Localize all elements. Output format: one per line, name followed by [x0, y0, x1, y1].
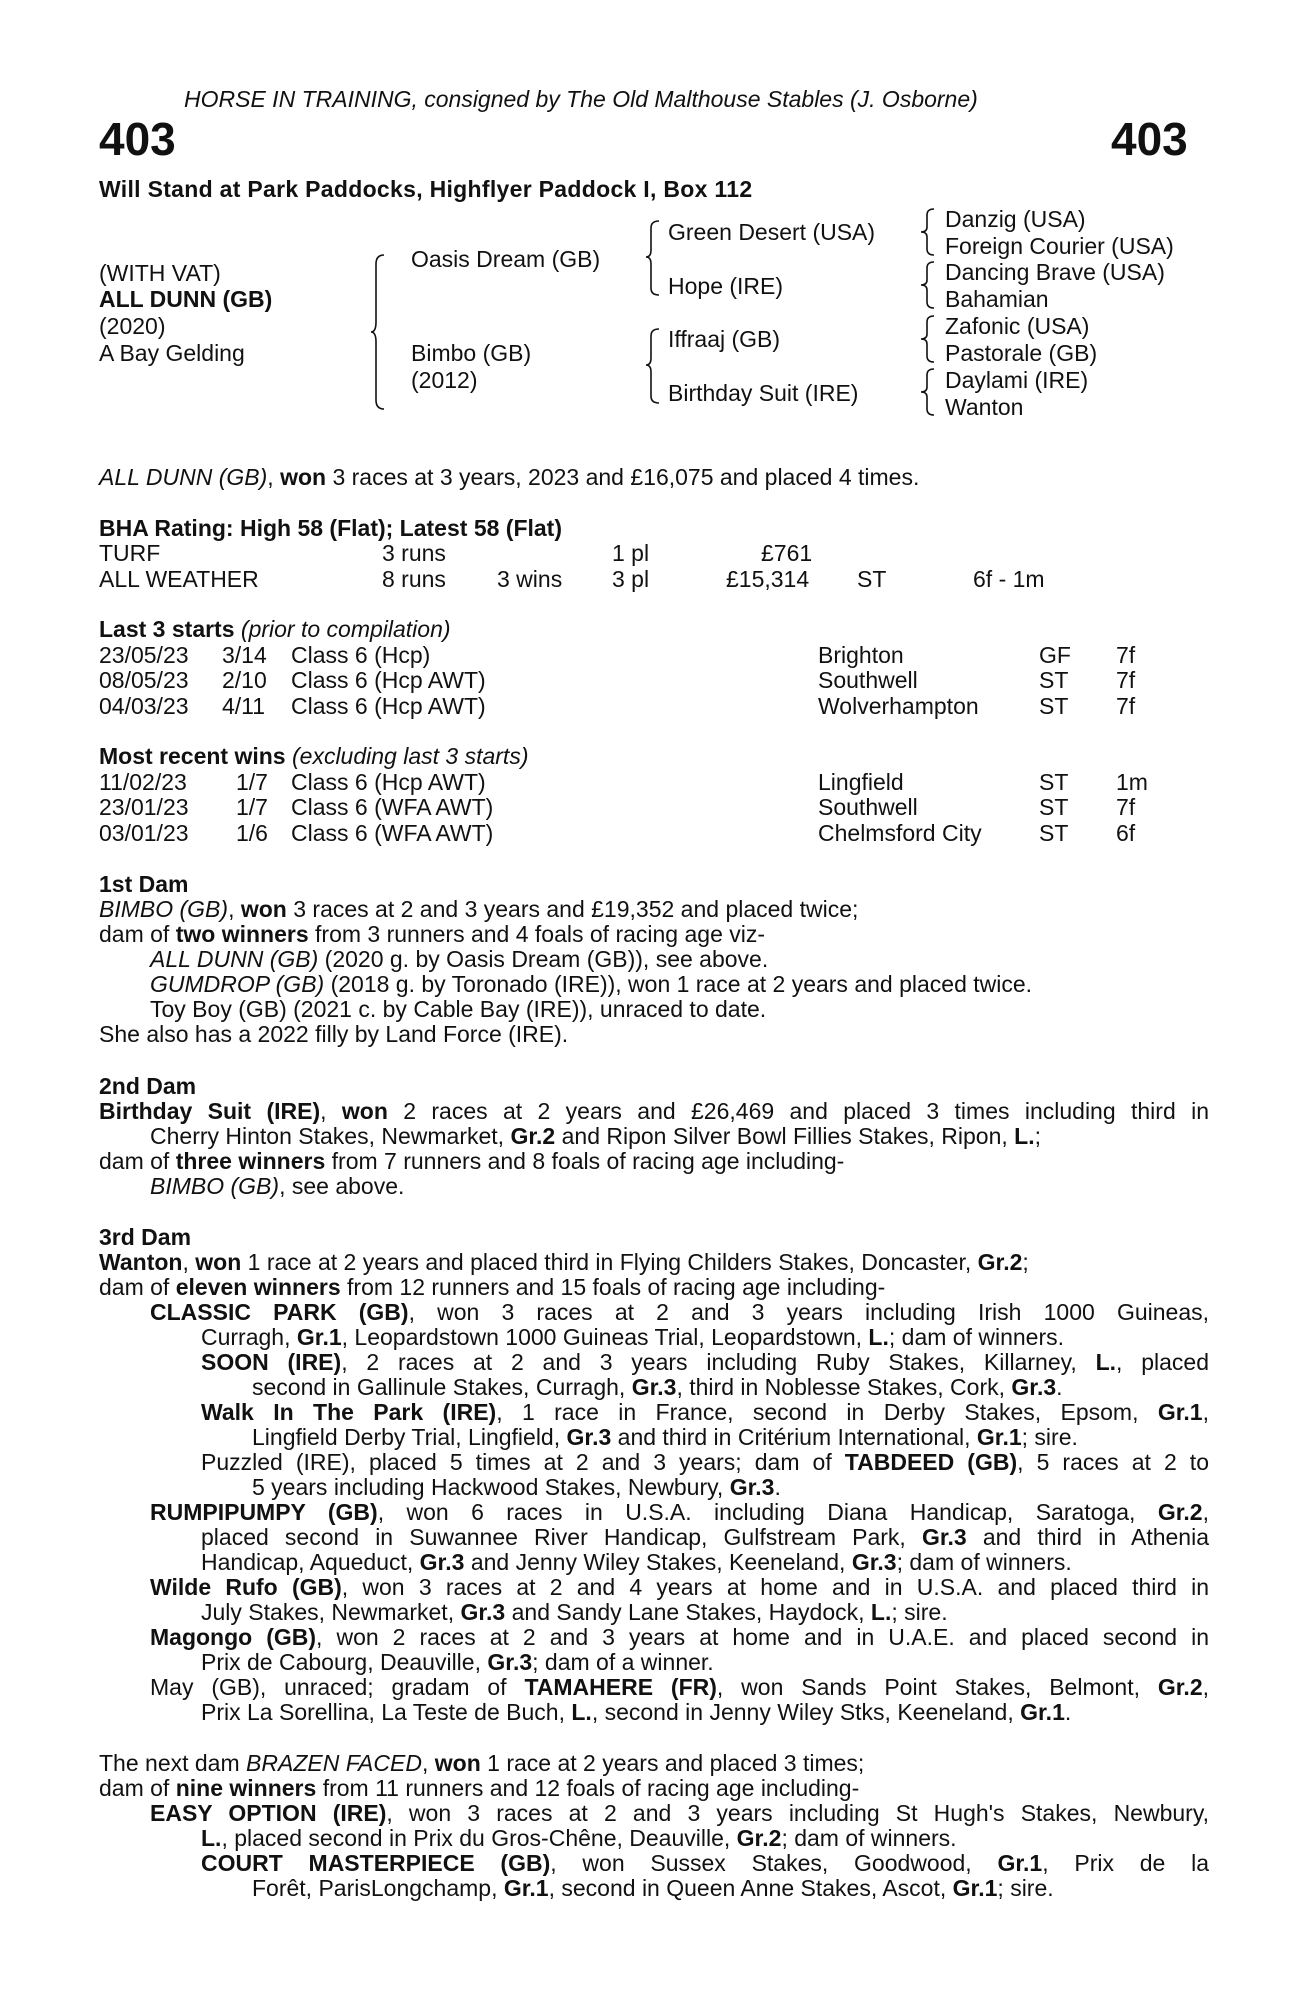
third-dam-produce-line	[99, 1275, 1209, 1301]
produce-2022-filly: She also has a 2022 filly by Land Force (IRE).	[99, 1021, 569, 1047]
rumpipumpy-line-3	[201, 1550, 1209, 1576]
produce-may	[150, 1675, 1209, 1701]
rating-surface: ALL WEATHER	[99, 566, 259, 592]
rp3-a: Handicap, Aqueduct,	[201, 1549, 420, 1575]
wr1-a: , won 3 races at 2 and 4 years at home and in U.S.A. and placed third in	[341, 1574, 1209, 1600]
second-dam-produce-line	[99, 1149, 1209, 1175]
cp2-c: ; dam of winners.	[888, 1324, 1065, 1350]
wp2-gr2: Gr.1	[976, 1424, 1022, 1450]
first-dam-produce-line	[99, 922, 1209, 948]
wp2-b: and third in Critérium International,	[611, 1424, 977, 1450]
rating-wins: 3 wins	[497, 566, 563, 592]
td-l1-gr: Gr.2	[977, 1249, 1023, 1275]
rp2-gr: Gr.3	[921, 1524, 967, 1550]
mg2-b: ; dam of a winner.	[532, 1649, 714, 1675]
my1-a: May (GB), unraced; gradam of	[150, 1674, 525, 1700]
pedigree-sds: Dancing Brave (USA)	[945, 259, 1165, 285]
rp3-c: ; dam of winners.	[896, 1549, 1072, 1575]
wr2-a: July Stakes, Newmarket,	[201, 1599, 461, 1625]
cm1-gr: Gr.1	[997, 1850, 1043, 1876]
pedigree-bracket-ss	[920, 208, 940, 256]
sd-l4-rest: , see above.	[279, 1173, 405, 1199]
my2-a: Prix La Sorellina, La Teste de Buch,	[201, 1699, 572, 1725]
so2-a: second in Gallinule Stakes, Curragh,	[252, 1374, 632, 1400]
puzzled-line-2	[252, 1475, 1209, 1501]
sd-l4-name: BIMBO (GB)	[150, 1173, 280, 1199]
walk-in-the-park-line-2	[252, 1425, 1209, 1451]
pedigree-bracket-main	[370, 254, 392, 410]
cm2-gr2: Gr.1	[952, 1875, 998, 1901]
start-race: Class 6 (Hcp AWT)	[291, 693, 486, 719]
summary-name: ALL DUNN (GB)	[99, 464, 268, 490]
produce-name: ALL DUNN (GB)	[150, 946, 319, 972]
so2-b: , third in Noblesse Stakes, Cork,	[676, 1374, 1012, 1400]
vat-note: (WITH VAT)	[99, 260, 221, 286]
pz2-gr: Gr.3	[729, 1474, 775, 1500]
first-dam-won: won	[240, 896, 287, 922]
start-position: 4/11	[222, 693, 266, 719]
rp2-a: placed second in Suwannee River Handicap, Gulfstream Park,	[201, 1524, 922, 1550]
cm2-gr: Gr.1	[503, 1875, 549, 1901]
fd-l2-a: dam of	[99, 921, 176, 947]
nd-l2-b: nine winners	[175, 1775, 317, 1801]
wr2-c: ; sire.	[891, 1599, 948, 1625]
pz1-a: Puzzled (IRE), placed 5 times at 2 and 3 years; dam of	[201, 1449, 845, 1475]
first-dam-sep: ,	[228, 896, 241, 922]
start-date: 23/05/23	[99, 642, 189, 668]
horse-year: (2020)	[99, 313, 166, 339]
td-l2-a: dam of	[99, 1274, 176, 1300]
wr2-b: and Sandy Lane Stakes, Haydock,	[505, 1599, 871, 1625]
last-starts-heading	[99, 617, 1209, 643]
pedigree-bracket-dd	[920, 368, 940, 416]
mg1-a: , won 2 races at 2 and 3 years at home and in U.A.E. and placed second in	[316, 1624, 1210, 1650]
pedigree-bracket-dam	[645, 328, 667, 404]
pz2-b: .	[774, 1474, 781, 1500]
produce-rest: (2020 g. by Oasis Dream (GB)), see above.	[318, 946, 769, 972]
eo2-b: ; dam of winners.	[781, 1825, 957, 1851]
nd-l2-c: from 11 runners and 12 foals of racing age including-	[316, 1775, 860, 1801]
sd-l3-c: from 7 runners and 8 foals of racing age including-	[325, 1148, 845, 1174]
rating-surface: TURF	[99, 540, 161, 566]
pedigree-bracket-sire	[645, 220, 667, 296]
win-course: Chelmsford City	[818, 820, 982, 846]
produce-easy-option	[150, 1801, 1209, 1827]
pedigree-sire-dam: Hope (IRE)	[668, 273, 784, 299]
magongo-line-2	[201, 1650, 1209, 1676]
produce-wilde-rufo	[150, 1575, 1209, 1601]
first-dam-heading: 1st Dam	[99, 871, 189, 897]
win-distance: 6f	[1116, 820, 1136, 846]
eo2-l: L.	[201, 1825, 222, 1851]
cm2-a: Forêt, ParisLongchamp,	[252, 1875, 504, 1901]
td-l2-c: from 12 runners and 15 foals of racing age including-	[340, 1274, 886, 1300]
second-dam-name: Birthday Suit (IRE)	[99, 1098, 321, 1124]
second-dam-heading: 2nd Dam	[99, 1073, 197, 1099]
so1-l: L.	[1095, 1349, 1117, 1375]
produce-name: GUMDROP (GB)	[150, 971, 325, 997]
wr2-gr: Gr.3	[460, 1599, 506, 1625]
rating-placed: 1 pl	[612, 540, 650, 566]
wp1-a: , 1 race in France, second in Derby Stakes, Epsom,	[496, 1399, 1158, 1425]
start-position: 2/10	[222, 667, 267, 693]
next-dam-produce-line	[99, 1776, 1209, 1802]
wp1-gr: Gr.1	[1157, 1399, 1203, 1425]
rating-prize: £15,314	[726, 566, 810, 592]
cp2-b: , Leopardstown 1000 Guineas Trial, Leopardstown,	[341, 1324, 869, 1350]
stand-location: Will Stand at Park Paddocks, Highflyer Paddock I, Box 112	[99, 176, 753, 202]
sd-sep: ,	[320, 1098, 342, 1124]
rp3-b: and Jenny Wiley Stakes, Keeneland,	[464, 1549, 852, 1575]
wp2-a: Lingfield Derby Trial, Lingfield,	[252, 1424, 567, 1450]
rp1-gr: Gr.2	[1157, 1499, 1203, 1525]
cm1-b: , Prix de la	[1042, 1850, 1210, 1876]
last-starts-note: (prior to compilation)	[234, 616, 451, 642]
my2-l: L.	[571, 1699, 592, 1725]
start-distance: 7f	[1116, 667, 1136, 693]
nd-name: BRAZEN FACED	[246, 1750, 422, 1776]
produce-toy-boy: Toy Boy (GB) (2021 c. by Cable Bay (IRE)), unraced to date.	[150, 996, 767, 1022]
so2-gr2: Gr.3	[1011, 1374, 1057, 1400]
win-date: 11/02/23	[99, 769, 187, 795]
eo2-a: , placed second in Prix du Gros-Chêne, Deauville,	[221, 1825, 737, 1851]
rp3-gr2: Gr.3	[851, 1549, 897, 1575]
cp2-a: Curragh,	[201, 1324, 297, 1350]
produce-gumdrop	[150, 972, 1209, 998]
cm1-a: , won Sussex Stakes, Goodwood,	[550, 1850, 998, 1876]
nd-sep: ,	[421, 1750, 435, 1776]
so1-b: , placed	[1116, 1349, 1210, 1375]
my1-b: , won Sands Point Stakes, Belmont,	[716, 1674, 1158, 1700]
sd-l2-a: Cherry Hinton Stakes, Newmarket,	[150, 1123, 511, 1149]
my2-c: .	[1064, 1699, 1072, 1725]
sd-won: won	[341, 1098, 388, 1124]
lot-number-left: 403	[99, 113, 176, 165]
horse-description: A Bay Gelding	[99, 340, 245, 366]
so1-a: , 2 races at 2 and 3 years including Ruby Stakes, Killarney,	[341, 1349, 1096, 1375]
win-going: ST	[1039, 820, 1069, 846]
cm2-c: ; sire.	[997, 1875, 1054, 1901]
eo1-a: , won 3 races at 2 and 3 years including St Hugh's Stakes, Newbury,	[386, 1800, 1209, 1826]
first-dam-rest: 3 races at 2 and 3 years and £19,352 and placed twice;	[286, 896, 859, 922]
pedigree-ssd: Foreign Courier (USA)	[945, 233, 1174, 259]
rp-name: RUMPIPUMPY (GB)	[150, 1499, 378, 1525]
produce-soon	[201, 1350, 1209, 1376]
sd-l2-c: ;	[1034, 1123, 1041, 1149]
sd-rest: 2 races at 2 years and £26,469 and placed 3 times including third in	[387, 1098, 1209, 1124]
nd-l1-b: 1 race at 2 years and placed 3 times;	[480, 1750, 865, 1776]
win-race: Class 6 (Hcp AWT)	[291, 769, 486, 795]
cm-name: COURT MASTERPIECE (GB)	[201, 1850, 551, 1876]
so2-c: .	[1056, 1374, 1063, 1400]
start-going: ST	[1039, 667, 1069, 693]
rp2-b: and third in Athenia	[966, 1524, 1209, 1550]
produce-magongo	[150, 1625, 1209, 1651]
sd-l2-l: L.	[1014, 1123, 1035, 1149]
pedigree-sire: Oasis Dream (GB)	[411, 246, 601, 272]
race-summary	[99, 465, 1209, 491]
fd-l2-b: two winners	[175, 921, 309, 947]
fd-l2-c: from 3 runners and 4 foals of racing age viz-	[308, 921, 766, 947]
start-race: Class 6 (Hcp AWT)	[291, 667, 486, 693]
start-date: 08/05/23	[99, 667, 189, 693]
start-course: Southwell	[818, 667, 918, 693]
win-position: 1/7	[236, 769, 268, 795]
start-distance: 7f	[1116, 693, 1136, 719]
win-position: 1/7	[236, 794, 268, 820]
wr2-l: L.	[870, 1599, 892, 1625]
pedigree-dam: Bimbo (GB)	[411, 340, 532, 366]
win-race: Class 6 (WFA AWT)	[291, 794, 494, 820]
mg2-gr: Gr.3	[487, 1649, 533, 1675]
soon-line-2	[252, 1375, 1209, 1401]
rating-placed: 3 pl	[612, 566, 650, 592]
start-going: GF	[1039, 642, 1071, 668]
pedigree-dss: Zafonic (USA)	[945, 313, 1090, 339]
classic-park-line-2	[201, 1325, 1209, 1351]
my2-gr: Gr.1	[1020, 1699, 1065, 1725]
pedigree-dam-sire: Iffraaj (GB)	[668, 326, 781, 352]
win-distance: 7f	[1116, 794, 1136, 820]
next-dam-line	[99, 1751, 1209, 1777]
eo-name: EASY OPTION (IRE)	[150, 1800, 387, 1826]
pedigree-sdd: Bahamian	[945, 286, 1049, 312]
td-l1-a: 1 race at 2 years and placed third in Flying Childers Stakes, Doncaster,	[241, 1249, 978, 1275]
td-l2-b: eleven winners	[175, 1274, 341, 1300]
win-race: Class 6 (WFA AWT)	[291, 820, 494, 846]
rp1-b: ,	[1202, 1499, 1209, 1525]
second-dam-line-2	[150, 1124, 1209, 1150]
cp-name: CLASSIC PARK (GB)	[150, 1299, 409, 1325]
second-dam-line	[99, 1099, 1209, 1125]
summary-won: won	[280, 464, 327, 490]
win-distance: 1m	[1116, 769, 1148, 795]
nd-won: won	[434, 1750, 481, 1776]
start-date: 04/03/23	[99, 693, 189, 719]
pz1-b: , 5 races at 2 to	[1017, 1449, 1209, 1475]
wilde-rufo-line-2	[201, 1600, 1209, 1626]
first-dam-name: BIMBO (GB)	[99, 896, 229, 922]
sd-l3-b: three winners	[175, 1148, 326, 1174]
start-course: Brighton	[818, 642, 904, 668]
third-dam-heading: 3rd Dam	[99, 1224, 192, 1250]
third-dam-line	[99, 1250, 1209, 1276]
summary-sep: ,	[267, 464, 281, 490]
my1-c: ,	[1202, 1674, 1210, 1700]
rp3-gr: Gr.3	[419, 1549, 465, 1575]
nd-l2-a: dam of	[99, 1775, 176, 1801]
my1-gr: Gr.2	[1157, 1674, 1203, 1700]
win-position: 1/6	[236, 820, 268, 846]
rp1-a: , won 6 races in U.S.A. including Diana Handicap, Saratoga,	[377, 1499, 1158, 1525]
produce-rumpipumpy	[150, 1500, 1209, 1526]
last-starts-title: Last 3 starts	[99, 616, 235, 642]
third-dam-name: Wanton	[99, 1249, 183, 1275]
sd-l3-a: dam of	[99, 1148, 176, 1174]
pz2-a: 5 years including Hackwood Stakes, Newbury,	[252, 1474, 730, 1500]
pedigree-bracket-ds	[920, 315, 940, 363]
lot-number-right: 403	[1111, 113, 1188, 165]
win-date: 23/01/23	[99, 794, 189, 820]
produce-walk-in-the-park	[201, 1400, 1209, 1426]
win-going: ST	[1039, 769, 1069, 795]
cp-rest: , won 3 races at 2 and 3 years including Irish 1000 Guineas,	[408, 1299, 1209, 1325]
pedigree-bracket-sd	[920, 261, 940, 309]
mg-name: Magongo (GB)	[150, 1624, 317, 1650]
wp1-b: ,	[1202, 1399, 1209, 1425]
eo2-gr: Gr.2	[736, 1825, 782, 1851]
my1-name: TAMAHERE (FR)	[524, 1674, 717, 1700]
produce-puzzled	[201, 1450, 1209, 1476]
rumpipumpy-line-2	[201, 1525, 1209, 1551]
recent-wins-title: Most recent wins	[99, 743, 286, 769]
pedigree-dds: Daylami (IRE)	[945, 367, 1089, 393]
rating-runs: 3 runs	[382, 540, 446, 566]
pedigree-sss: Danzig (USA)	[945, 206, 1086, 232]
start-going: ST	[1039, 693, 1069, 719]
rating-distance: 6f - 1m	[973, 566, 1045, 592]
so-name: SOON (IRE)	[201, 1349, 342, 1375]
cm2-b: , second in Queen Anne Stakes, Ascot,	[548, 1875, 953, 1901]
pedigree-dam-year: (2012)	[411, 367, 478, 393]
nd-l1-a: The next dam	[99, 1750, 247, 1776]
pedigree-dam-dam: Birthday Suit (IRE)	[668, 380, 859, 406]
produce-rest: (2018 g. by Toronado (IRE)), won 1 race at 2 years and placed twice.	[324, 971, 1033, 997]
start-position: 3/14	[222, 642, 267, 668]
win-course: Lingfield	[818, 769, 904, 795]
td-sep: ,	[182, 1249, 196, 1275]
mg2-a: Prix de Cabourg, Deauville,	[201, 1649, 488, 1675]
consignment-line: HORSE IN TRAINING, consigned by The Old Malthouse Stables (J. Osborne)	[184, 86, 978, 112]
recent-wins-note: (excluding last 3 starts)	[285, 743, 529, 769]
rating-prize: £761	[761, 540, 813, 566]
horse-name: ALL DUNN (GB)	[99, 286, 273, 312]
start-distance: 7f	[1116, 642, 1136, 668]
pedigree-ddd: Wanton	[945, 394, 1024, 420]
rating-going: ST	[857, 566, 887, 592]
win-course: Southwell	[818, 794, 918, 820]
wp-name: Walk In The Park (IRE)	[201, 1399, 497, 1425]
sd-l2-gr: Gr.2	[510, 1123, 556, 1149]
recent-wins-heading	[99, 744, 1209, 770]
rating-runs: 8 runs	[382, 566, 446, 592]
my2-b: , second in Jenny Wiley Stks, Keeneland,	[591, 1699, 1021, 1725]
easy-option-line-2	[201, 1826, 1209, 1852]
rating-heading: BHA Rating: High 58 (Flat); Latest 58 (Flat)	[99, 515, 562, 541]
pedigree-sire-sire: Green Desert (USA)	[668, 219, 876, 245]
start-race: Class 6 (Hcp)	[291, 642, 431, 668]
so2-gr: Gr.3	[631, 1374, 677, 1400]
win-going: ST	[1039, 794, 1069, 820]
pz1-name: TABDEED (GB)	[844, 1449, 1018, 1475]
produce-classic-park	[150, 1300, 1209, 1326]
wp2-gr: Gr.3	[566, 1424, 612, 1450]
first-dam-line	[99, 897, 1209, 923]
cp2-l: L.	[868, 1324, 889, 1350]
wr-name: Wilde Rufo (GB)	[150, 1574, 342, 1600]
produce-court-masterpiece	[201, 1851, 1209, 1877]
court-masterpiece-line-2	[252, 1876, 1209, 1902]
produce-all-dunn	[150, 947, 1209, 973]
wp2-c: ; sire.	[1021, 1424, 1078, 1450]
second-dam-produce-bimbo	[150, 1174, 1209, 1200]
summary-rest: 3 races at 3 years, 2023 and £16,075 and placed 4 times.	[326, 464, 920, 490]
win-date: 03/01/23	[99, 820, 189, 846]
pedigree-dsd: Pastorale (GB)	[945, 340, 1098, 366]
cp2-gr: Gr.1	[296, 1324, 342, 1350]
start-course: Wolverhampton	[818, 693, 979, 719]
td-l1-b: ;	[1022, 1249, 1029, 1275]
may-line-2	[201, 1700, 1209, 1726]
td-won: won	[195, 1249, 242, 1275]
sd-l2-b: and Ripon Silver Bowl Fillies Stakes, Ripon,	[555, 1123, 1015, 1149]
